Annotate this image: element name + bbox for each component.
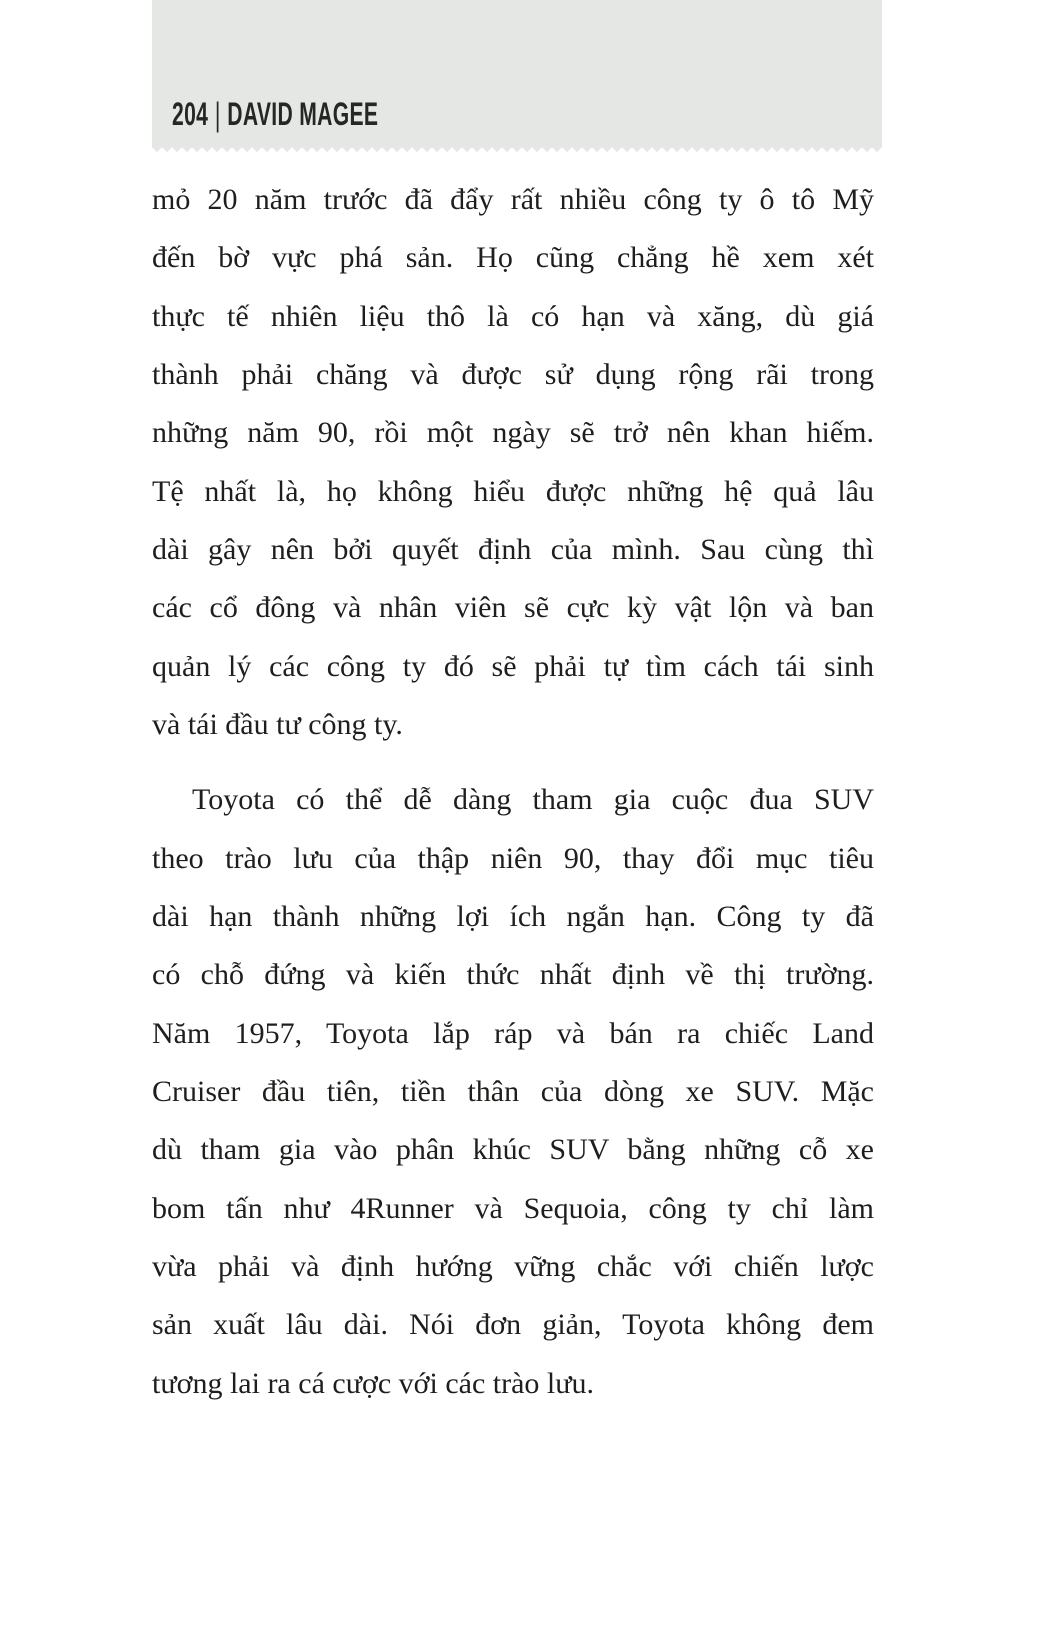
page-number: 204	[172, 96, 209, 132]
text-line: bom tấn như 4Runner và Sequoia, công ty chỉ làm	[152, 1191, 874, 1225]
text-line: dài hạn thành những lợi ích ngắn hạn. Công ty đã	[152, 899, 874, 933]
text-line: có chỗ đứng và kiến thức nhất định về thị trường.	[152, 958, 874, 992]
header-separator: |	[214, 95, 221, 133]
text-line: dù tham gia vào phân khúc SUV bằng những cỗ xe	[152, 1133, 874, 1167]
text-line: Tệ nhất là, họ không hiểu được những hệ quả lâu	[152, 474, 874, 508]
text-line: tương lai ra cá cược với các trào lưu.	[152, 1366, 595, 1400]
zigzag-edge	[152, 146, 882, 153]
text-line: vừa phải và định hướng vững chắc với chiến lược	[152, 1249, 874, 1283]
text-line: quản lý các công ty đó sẽ phải tự tìm cách tái sinh	[152, 649, 874, 683]
text-line: và tái đầu tư công ty.	[152, 707, 403, 741]
text-line: Toyota có thể dễ dàng tham gia cuộc đua SUV	[192, 783, 874, 817]
text-line: những năm 90, rồi một ngày sẽ trở nên khan hiếm.	[152, 416, 874, 450]
running-header-author: DAVID MAGEE	[227, 96, 379, 132]
paragraph	[152, 171, 874, 754]
text-line: Cruiser đầu tiên, tiền thân của dòng xe SUV. Mặc	[152, 1074, 874, 1108]
text-line: dài gây nên bởi quyết định của mình. Sau cùng thì	[152, 532, 874, 566]
paragraph	[152, 771, 874, 1413]
text-line: các cổ đông và nhân viên sẽ cực kỳ vật lộn và ban	[152, 591, 874, 625]
text-line: Năm 1957, Toyota lắp ráp và bán ra chiếc Land	[152, 1016, 874, 1050]
page-header-band	[152, 0, 882, 146]
page-body	[152, 171, 874, 1413]
text-line: mỏ 20 năm trước đã đẩy rất nhiều công ty ô tô Mỹ	[152, 183, 874, 216]
running-header	[172, 96, 378, 132]
text-line: đến bờ vực phá sản. Họ cũng chẳng hề xem xét	[152, 241, 874, 275]
text-line: thực tế nhiên liệu thô là có hạn và xăng, dù giá	[152, 299, 874, 333]
text-line: thành phải chăng và được sử dụng rộng rãi trong	[152, 357, 874, 391]
text-line: sản xuất lâu dài. Nói đơn giản, Toyota không đem	[152, 1308, 874, 1342]
text-line: theo trào lưu của thập niên 90, thay đổi mục tiêu	[152, 841, 874, 875]
